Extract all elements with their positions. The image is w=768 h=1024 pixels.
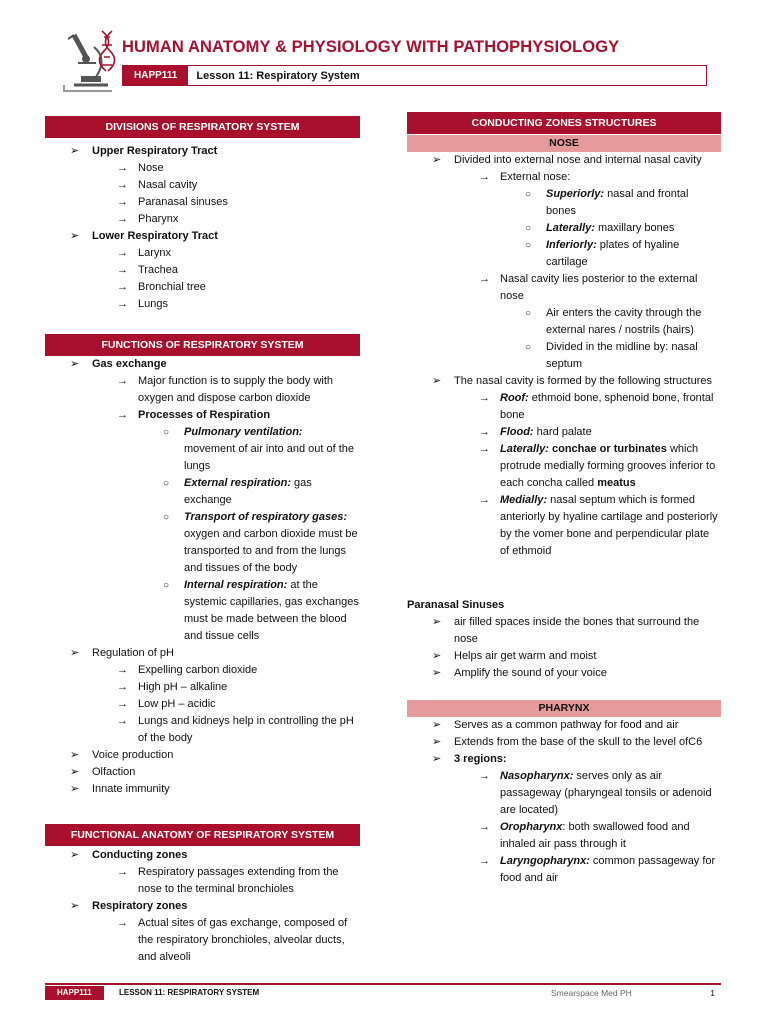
- list-item: ○ Pulmonary ventilation: movement of air into and out of the lungs: [45, 424, 360, 475]
- list-item: → Nasal cavity lies posterior to the external nose ○ Air enters the cavity through the external nares / nostrils (hairs) ○ Divided in the midline by: nasal septum: [407, 271, 721, 373]
- list-item: → Roof: ethmoid bone, sphenoid bone, frontal bone: [407, 390, 721, 424]
- list-item: ➢ Divided into external nose and internal nasal cavity → External nose: ○ Superiorly: nasal and frontal bones ○ Laterally: maxillary bones ○ Inferiorly: plates of hyaline cartilage → Nasal cavity lies posterior to the external nose ○ Air enters the cavity through the external nares / nostrils (hairs) ○ Divided in the midline by: nasal septum: [407, 152, 721, 373]
- lesson-title: Lesson 11: Respiratory System: [196, 69, 360, 82]
- list-item: ➢ Conducting zones → Respiratory passages extending from the nose to the terminal bronchioles: [45, 847, 360, 898]
- list-item: ○ Divided in the midline by: nasal septum: [407, 339, 721, 373]
- list-item: → Oropharynx: both swallowed food and inhaled air pass through it: [407, 819, 721, 853]
- document-title: HUMAN ANATOMY & PHYSIOLOGY WITH PATHOPHYSIOLOGY: [122, 38, 620, 56]
- conducting-zones-section: [407, 112, 721, 560]
- list-item: ➢ The nasal cavity is formed by the following structures → Roof: ethmoid bone, sphenoid bone, frontal bone → Flood: hard palate → Laterally: conchae or turbinates which protrude medially forming grooves inferior to each concha called meatus → Medially: nasal septum which is formed anteriorly by hyaline cartilage and posteriorly by the vomer bone and perpendicular plate of ethmoid: [407, 373, 721, 560]
- list-item: ○ Transport of respiratory gases: oxygen and carbon dioxide must be transported to and from the lungs and tissues of the body: [45, 509, 360, 577]
- lesson-bar: [122, 65, 707, 86]
- list-item: ➢ Helps air get warm and moist: [407, 648, 721, 665]
- list-item: → Expelling carbon dioxide: [45, 662, 360, 679]
- list-item: ➢ Respiratory zones → Actual sites of gas exchange, composed of the respiratory bronchioles, alveolar ducts, and alveoli: [45, 898, 360, 966]
- list-item: ○ Air enters the cavity through the external nares / nostrils (hairs): [407, 305, 721, 339]
- divisions-banner: DIVISIONS OF RESPIRATORY SYSTEM: [45, 116, 360, 138]
- list-item: ➢ Olfaction: [45, 764, 360, 781]
- list-item: → Pharynx: [45, 211, 360, 228]
- list-item: → Medially: nasal septum which is formed anteriorly by hyaline cartilage and posteriorly by the vomer bone and perpendicular plate of ethmoid: [407, 492, 721, 560]
- pharynx-section: [407, 700, 721, 887]
- list-item: → Paranasal sinuses: [45, 194, 360, 211]
- functional-anatomy-section: [45, 824, 360, 966]
- list-item: → Lungs: [45, 296, 360, 313]
- microscope-dna-logo: [52, 27, 120, 99]
- list-item: ○ Internal respiration: at the systemic capillaries, gas exchanges must be made between the blood and tissue cells: [45, 577, 360, 645]
- divisions-section: [45, 116, 360, 313]
- list-item: → High pH – alkaline: [45, 679, 360, 696]
- list-item: → Bronchial tree: [45, 279, 360, 296]
- pharynx-banner: PHARYNX: [407, 700, 721, 717]
- footer-divider: [45, 983, 721, 985]
- nose-banner: NOSE: [407, 135, 721, 152]
- list-item: → Trachea: [45, 262, 360, 279]
- paranasal-heading: Paranasal Sinuses: [407, 599, 505, 611]
- list-item: → Laryngopharynx: common passageway for food and air: [407, 853, 721, 887]
- list-item: ➢ Gas exchange → Major function is to supply the body with oxygen and dispose carbon dioxide → Processes of Respiration ○ Pulmonary ventilation: movement of air into and out of the lungs ○ External respiration: gas exchange ○ Transport of respiratory gases: oxygen and carbon dioxide must be transported to and from the lungs and tissues of the body ○ Internal respiration: at the systemic capillaries, gas exchanges must be made between the blood and tissue cells: [45, 356, 360, 645]
- paranasal-section: [407, 597, 721, 682]
- list-item: → Laterally: conchae or turbinates which protrude medially forming grooves inferior to each concha called meatus: [407, 441, 721, 492]
- functions-section: [45, 334, 360, 798]
- list-item: → Nose: [45, 160, 360, 177]
- list-item: ➢ Lower Respiratory Tract → Larynx → Trachea → Bronchial tree → Lungs: [45, 228, 360, 313]
- list-item: → Low pH – acidic: [45, 696, 360, 713]
- list-item: ➢ Extends from the base of the skull to the level ofC6: [407, 734, 721, 751]
- list-item: ➢ Regulation of pH → Expelling carbon dioxide → High pH – alkaline → Low pH – acidic → Lungs and kidneys help in controlling the pH of the body: [45, 645, 360, 747]
- list-item: ○ Laterally: maxillary bones: [407, 220, 721, 237]
- list-item: ➢ 3 regions: → Nasopharynx: serves only as air passageway (pharyngeal tonsils or adenoid are located) → Oropharynx: both swallowed food and inhaled air pass through it → Laryngopharynx: common passageway for food and air: [407, 751, 721, 887]
- footer-course-code: HAPP111: [45, 986, 104, 1000]
- functions-banner: FUNCTIONS OF RESPIRATORY SYSTEM: [45, 334, 360, 356]
- list-item: → Actual sites of gas exchange, composed of the respiratory bronchioles, alveolar ducts, and alveoli: [45, 915, 360, 966]
- list-item: → Respiratory passages extending from the nose to the terminal bronchioles: [45, 864, 360, 898]
- list-item: ➢ Serves as a common pathway for food and air: [407, 717, 721, 734]
- list-item: → Flood: hard palate: [407, 424, 721, 441]
- conducting-zones-banner: CONDUCTING ZONES STRUCTURES: [407, 112, 721, 134]
- list-item: ➢ Upper Respiratory Tract → Nose → Nasal cavity → Paranasal sinuses → Pharynx: [45, 143, 360, 228]
- page-footer: [45, 983, 721, 1003]
- footer-lesson-title: LESSON 11: RESPIRATORY SYSTEM: [119, 988, 260, 997]
- list-item: → Processes of Respiration ○ Pulmonary ventilation: movement of air into and out of the lungs ○ External respiration: gas exchange ○ Transport of respiratory gases: oxygen and carbon dioxide must be transported to and from the lungs and tissues of the body ○ Internal respiration: at the systemic capillaries, gas exchanges must be made between the blood and tissue cells: [45, 407, 360, 645]
- list-item: → Larynx: [45, 245, 360, 262]
- list-item: → Nasal cavity: [45, 177, 360, 194]
- list-item: ○ External respiration: gas exchange: [45, 475, 360, 509]
- list-item: ○ Inferiorly: plates of hyaline cartilage: [407, 237, 721, 271]
- list-item: ○ Superiorly: nasal and frontal bones: [407, 186, 721, 220]
- functional-anatomy-banner: FUNCTIONAL ANATOMY OF RESPIRATORY SYSTEM: [45, 824, 360, 846]
- list-item: → Lungs and kidneys help in controlling the pH of the body: [45, 713, 360, 747]
- list-item: → Major function is to supply the body with oxygen and dispose carbon dioxide: [45, 373, 360, 407]
- list-item: ➢ Voice production: [45, 747, 360, 764]
- course-code: HAPP111: [123, 66, 188, 85]
- list-item: ➢ Innate immunity: [45, 781, 360, 798]
- list-item: ➢ Amplify the sound of your voice: [407, 665, 721, 682]
- list-item: → Nasopharynx: serves only as air passageway (pharyngeal tonsils or adenoid are located): [407, 768, 721, 819]
- page-number: 1: [710, 988, 715, 998]
- list-item: → External nose: ○ Superiorly: nasal and frontal bones ○ Laterally: maxillary bones ○ Inferiorly: plates of hyaline cartilage: [407, 169, 721, 271]
- footer-brand: Smearspace Med PH: [551, 988, 632, 998]
- list-item: ➢ air filled spaces inside the bones that surround the nose: [407, 614, 721, 648]
